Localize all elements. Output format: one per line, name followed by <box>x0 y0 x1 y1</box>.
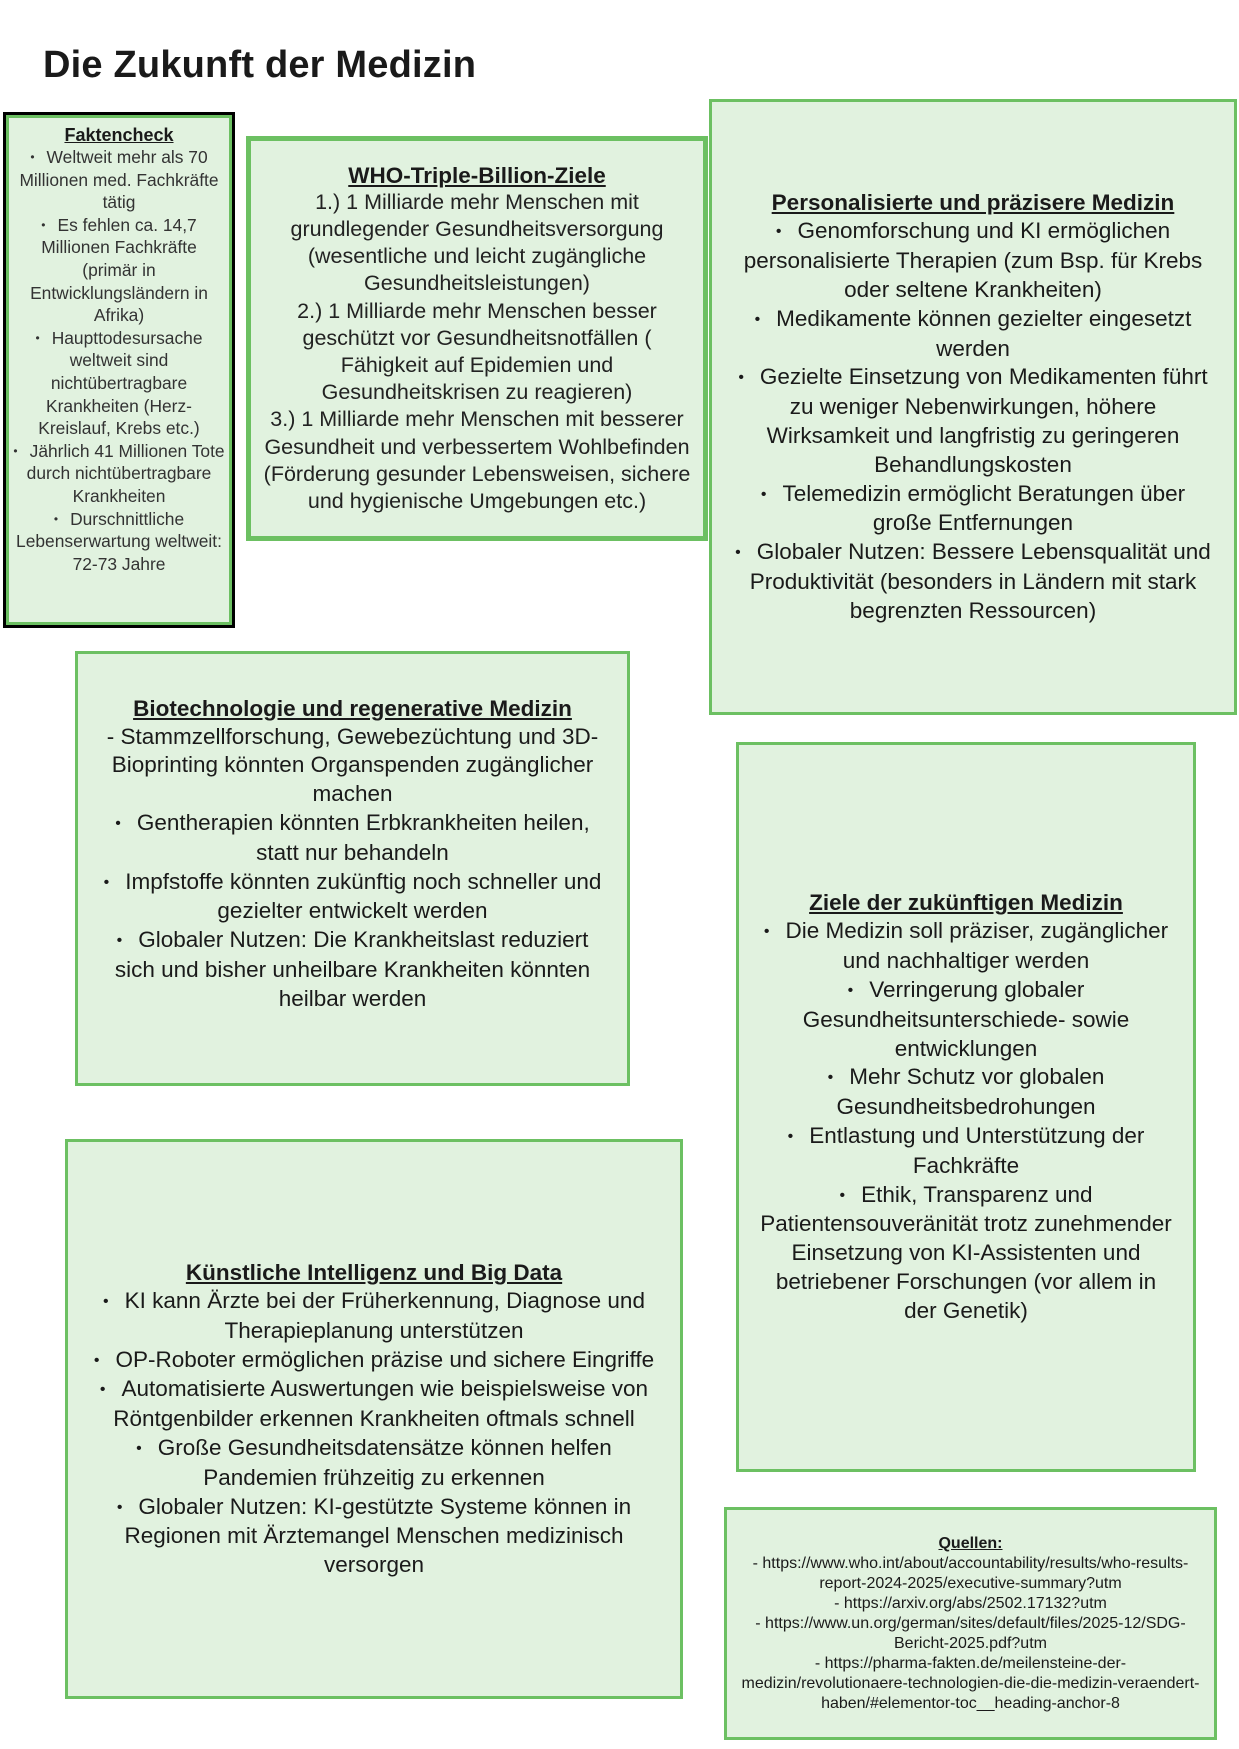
who-heading: WHO-Triple-Billion-Ziele <box>348 162 606 188</box>
list-item: • Die Medizin soll präziser, zugänglicher und nachhaltiger werden <box>757 917 1175 976</box>
biotech-intro: - Stammzellforschung, Gewebezüchtung und 3D-Bioprinting könnten Organspenden zugänglicher machen <box>106 723 599 807</box>
list-item: • Große Gesundheitsdatensätze können helfen Pandemien frühzeitig zu erkennen <box>88 1434 660 1493</box>
list-item: • Durschnittliche Lebenserwartung weltweit: 72-73 Jahre <box>13 508 225 576</box>
goals-heading: Ziele der zukünftigen Medizin <box>809 890 1123 916</box>
list-item: • Impfstoffe könnten zukünftig noch schneller und gezielter entwickelt werden <box>96 868 609 927</box>
who-goal-3: 3.) 1 Milliarde mehr Menschen mit besserer Gesundheit und verbessertem Wohlbefinden (Förderung gesunder Lebensweisen, sichere und hygienische Umgebungen etc.) <box>263 407 691 514</box>
personalized-medicine-box <box>709 99 1237 715</box>
faktencheck-list <box>13 146 225 575</box>
list-item: • Globaler Nutzen: Bessere Lebensqualität und Produktivität (besonders in Ländern mit stark begrenzten Ressourcen) <box>730 538 1216 625</box>
list-item: • Globaler Nutzen: KI-gestützte Systeme können in Regionen mit Ärztemangel Menschen medizinisch versorgen <box>88 1493 660 1580</box>
list-item: • Haupttodesursache weltweit sind nichtübertragbare Krankheiten (Herz-Kreislauf, Krebs etc.) <box>13 327 225 440</box>
future-goals-box <box>736 742 1196 1472</box>
faktencheck-heading: Faktencheck <box>64 125 174 145</box>
personalized-heading: Personalisierte und präzisere Medizin <box>771 190 1175 216</box>
sources-box <box>724 1507 1217 1740</box>
sources-heading: Quellen: <box>938 1534 1003 1552</box>
list-item: • Jährlich 41 Millionen Tote durch nichtübertragbare Krankheiten <box>13 440 225 508</box>
list-item: • Ethik, Transparenz und Patientensouveränität trotz zunehmender Einsetzung von KI-Assistenten und betriebener Forschungen (vor allem in der Genetik) <box>757 1181 1175 1326</box>
list-item: • Mehr Schutz vor globalen Gesundheitsbedrohungen <box>757 1063 1175 1122</box>
ai-list <box>88 1287 660 1580</box>
list-item: • Telemedizin ermöglicht Beratungen über große Entfernungen <box>730 480 1216 539</box>
list-item: • Es fehlen ca. 14,7 Millionen Fachkräfte (primär in Entwicklungsländern in Afrika) <box>13 214 225 327</box>
biotech-heading: Biotechnologie und regenerative Medizin <box>133 695 572 721</box>
source-link: - https://arxiv.org/abs/2502.17132?utm <box>834 1594 1107 1612</box>
list-item: • Gentherapien könnten Erbkrankheiten heilen, statt nur behandeln <box>96 809 609 868</box>
source-link: - https://www.un.org/german/sites/default/files/2025-12/SDG-Bericht-2025.pdf?utm <box>755 1614 1186 1652</box>
list-item: • Automatisierte Auswertungen wie beispielsweise von Röntgenbilder erkennen Krankheiten oftmals schnell <box>88 1375 660 1434</box>
list-item: • Entlastung und Unterstützung der Fachkräfte <box>757 1122 1175 1181</box>
page-title: Die Zukunft der Medizin <box>43 44 477 86</box>
source-link: - https://www.who.int/about/accountability/results/who-results-report-2024-2025/executive-summary?utm <box>752 1554 1189 1592</box>
ai-bigdata-box <box>65 1139 683 1699</box>
faktencheck-box <box>3 112 235 628</box>
list-item: • OP-Roboter ermöglichen präzise und sichere Eingriffe <box>88 1346 660 1376</box>
biotech-list <box>96 723 609 1014</box>
biotech-box <box>75 651 630 1086</box>
list-item: • Gezielte Einsetzung von Medikamenten führt zu weniger Nebenwirkungen, höhere Wirksamkeit und langfristig zu geringeren Behandlungskosten <box>730 363 1216 479</box>
list-item: • Genomforschung und KI ermöglichen personalisierte Therapien (zum Bsp. für Krebs oder seltene Krankheiten) <box>730 217 1216 304</box>
who-goal-1: 1.) 1 Milliarde mehr Menschen mit grundlegender Gesundheitsversorgung (wesentliche und leicht zugängliche Gesundheitsleistungen) <box>290 189 664 296</box>
list-item: • Medikamente können gezielter eingesetzt werden <box>730 305 1216 364</box>
goals-list <box>757 917 1175 1325</box>
list-item: • Weltweit mehr als 70 Millionen med. Fachkräfte tätig <box>13 146 225 214</box>
list-item: • KI kann Ärzte bei der Früherkennung, Diagnose und Therapieplanung unterstützen <box>88 1287 660 1346</box>
source-link: - https://pharma-fakten.de/meilensteine-der-medizin/revolutionaere-technologien-die-die-medizin-veraendert-haben/#elementor-toc__heading-anchor-8 <box>741 1654 1200 1712</box>
faktencheck-inner <box>6 115 232 625</box>
ai-heading: Künstliche Intelligenz und Big Data <box>185 1260 563 1286</box>
who-goals-box <box>246 136 708 541</box>
list-item: • Verringerung globaler Gesundheitsunterschiede- sowie entwicklungen <box>757 976 1175 1063</box>
personalized-list <box>730 217 1216 625</box>
who-goal-2: 2.) 1 Milliarde mehr Menschen besser geschützt vor Gesundheitsnotfällen ( Fähigkeit auf Epidemien und Gesundheitskrisen zu reagieren) <box>297 298 657 405</box>
list-item: • Globaler Nutzen: Die Krankheitslast reduziert sich und bisher unheilbare Krankheiten könnten heilbar werden <box>96 926 609 1013</box>
